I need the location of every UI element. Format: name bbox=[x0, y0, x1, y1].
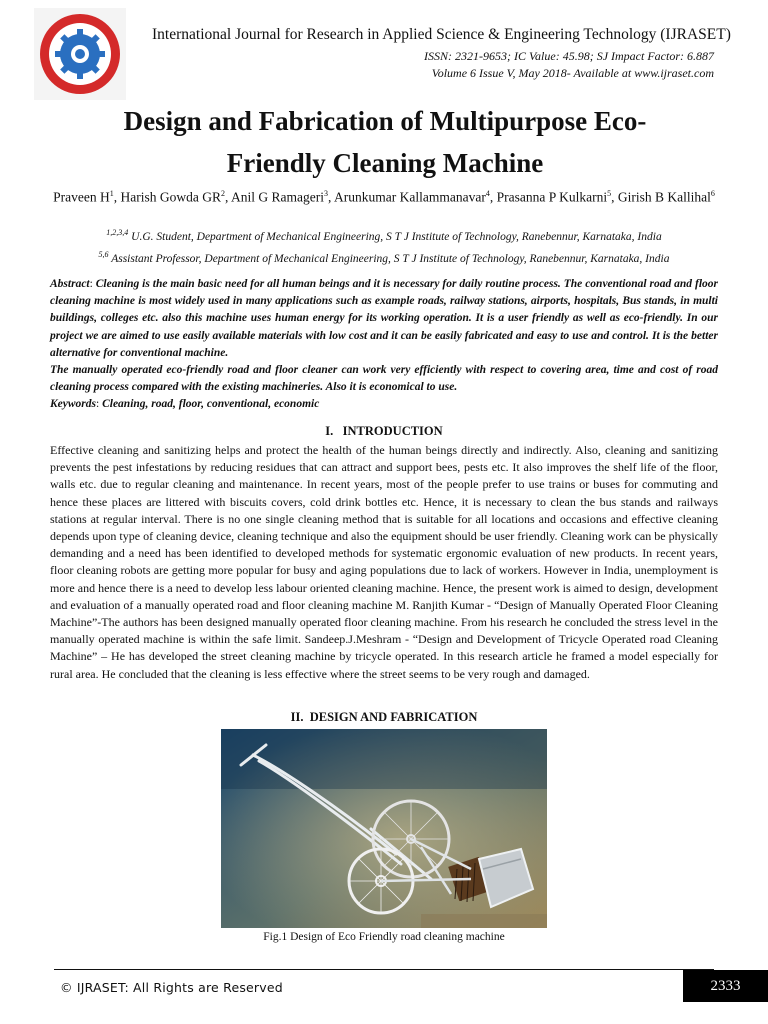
affiliation-text: U.G. Student, Department of Mechanical Engineering, S T J Institute of Technology, Ranebennur, Karnataka, India bbox=[131, 230, 662, 243]
author-sup: 2 bbox=[221, 189, 226, 198]
keywords-line: Keywords: Cleaning, road, floor, conventional, economic bbox=[50, 398, 320, 411]
footer-rule bbox=[54, 969, 714, 970]
section-heading-introduction: I. INTRODUCTION bbox=[325, 424, 443, 438]
author-name: Prasanna P Kulkarni bbox=[496, 189, 608, 205]
keywords-text: Cleaning, road, floor, conventional, economic bbox=[102, 398, 320, 411]
body-paragraph: Effective cleaning and sanitizing helps and protect the health of the human beings directly and indirectly. Also, cleaning and sanitizing prevents the pest infestations by reducing residues that can attract and support bees, pests etc. It also improves the shelf life of the floor, walls etc. due to regular cleaning and maintenance. In recent years, most of the people prefer to use trains or buses for commuting and hence these places are littered with biscuits covers, cold drink bottles etc. Hence, it is necessary to clean the bus stands and railways stations at regular interval. There is no one single cleaning method that is suitable for all locations and occasions and effective cleaning depends upon type of cleaning device, cleaning technique and also the equipment should be user friendly. Cleaning work can be physically demanding and a need has been identified to developed methods for systematic ergonomic evaluation of new products. In recent years, floor cleaning robots are getting more popular for busy and aging populations due to lack of workers. However in India, unemployment is more and hence there is a need to develop less labour oriented cleaning machine. Hence, the present work is aimed to design, development and evaluation of a manually operated road and floor cleaning machine M. Ranjith Kumar - “Design of Manually Operated Floor Cleaning Machine”-The authors has been designed manually operated floor cleaning machine. From his research he concluded the stress level in the manually operated machine is within the safe limit. Sandeep.J.Meshram - “Design and Development of Tricycle Operated road Cleaning Machine” – He has developed the street cleaning machine by tricycle operated. In this research article he framed a model especially for rural area. He concluded that the cleaning is less effective where the street seems to be very rough and damaged. bbox=[50, 443, 718, 681]
author-sup: 6 bbox=[710, 189, 715, 198]
author-sup: 1 bbox=[109, 189, 114, 198]
author-name: Girish B Kallihal bbox=[617, 189, 711, 205]
affiliation-text: Assistant Professor, Department of Mechanical Engineering, S T J Institute of Technology, Ranebennur, Karnataka, India bbox=[111, 252, 670, 265]
abstract bbox=[50, 276, 718, 414]
abstract-label: Abstract bbox=[50, 278, 90, 290]
affiliations bbox=[48, 224, 720, 268]
page-number: 2333 bbox=[683, 970, 768, 1002]
paper-title bbox=[60, 100, 710, 184]
affiliation-line bbox=[48, 246, 720, 268]
author-sup: 5 bbox=[607, 189, 612, 198]
figure-caption: Fig.1 Design of Eco Friendly road cleaning machine bbox=[263, 931, 505, 943]
journal-title: International Journal for Research in Applied Science & Engineering Technology (IJRASET) bbox=[152, 26, 731, 43]
author-sup: 3 bbox=[324, 189, 329, 198]
affiliation-line bbox=[48, 224, 720, 246]
author-name: Anil G Ramageri bbox=[231, 189, 325, 205]
footer-copyright: © IJRASET: All Rights are Reserved bbox=[60, 980, 283, 995]
volume-line: Volume 6 Issue V, May 2018- Available at www.ijraset.com bbox=[431, 66, 714, 80]
author-list: Praveen $H^1$, Harish Gowda $GR^2$, Anil G Ramageri$^3$, Arunkumar Kallammanavar$^4$, Prasanna P Kulkarni$^5$, Girish B Kallihal$^6$ bbox=[53, 189, 715, 205]
abstract-paragraph: Abstract: Cleaning is the main basic need for all human beings and it is necessary for daily routine process. The conventional road and floor cleaning machine is most widely used in many applications such as example roads, railway stations, airports, hospitals, Bus stands, in multi buildings, colleges etc. also this machine uses human energy for its working operation. It is a user friendly as well as eco-friendly. In our project we are aimed to use easily available materials with low cost and it can be easily fabricated and easy to use and control. It is the better alternative for conventional machine. bbox=[50, 278, 718, 359]
journal-meta bbox=[424, 48, 714, 82]
abstract-paragraph bbox=[50, 362, 718, 396]
issn-line: ISSN: 2321-9653; IC Value: 45.98; SJ Impact Factor: 6.887 bbox=[424, 49, 714, 63]
affiliation-sup: 5,6 bbox=[98, 249, 109, 259]
affiliation-sup: 1,2,3,4 bbox=[106, 228, 129, 237]
introduction-text bbox=[50, 442, 718, 683]
abstract-text-2: The manually operated eco-friendly road and floor cleaner can work very efficiently with respect to covering area, time and cost of road cleaning process compared with the existing machineries. Also it is economical to use. bbox=[50, 364, 718, 394]
author-name: Praveen H bbox=[53, 189, 110, 205]
keywords-label: Keywords bbox=[50, 398, 96, 411]
journal-logo bbox=[34, 8, 126, 100]
author-sup: 4 bbox=[485, 189, 490, 198]
section-heading-design: II. DESIGN AND FABRICATION bbox=[290, 710, 478, 724]
figure-image bbox=[221, 729, 547, 928]
abstract-text: Cleaning is the main basic need for all human beings and it is necessary for daily routine process. The conventional road and floor cleaning machine is most widely used in many applications such as example roads, railway stations, airports, hospitals, Bus stands, in multi buildings, colleges etc. also this machine uses human energy for its working operation. It is a user friendly as well as eco-friendly. In our project we are aimed to use easily available materials with low cost and it can be easily fabricated and easy to use and control. It is the better alternative for conventional machine. bbox=[50, 278, 718, 359]
author-name: Harish Gowda GR bbox=[120, 189, 222, 205]
paper-title-line-1: Design and Fabrication of Multipurpose Eco- bbox=[123, 106, 647, 136]
author-name: Arunkumar Kallammanavar bbox=[334, 189, 486, 205]
paper-title-line-2: Friendly Cleaning Machine bbox=[226, 148, 544, 178]
